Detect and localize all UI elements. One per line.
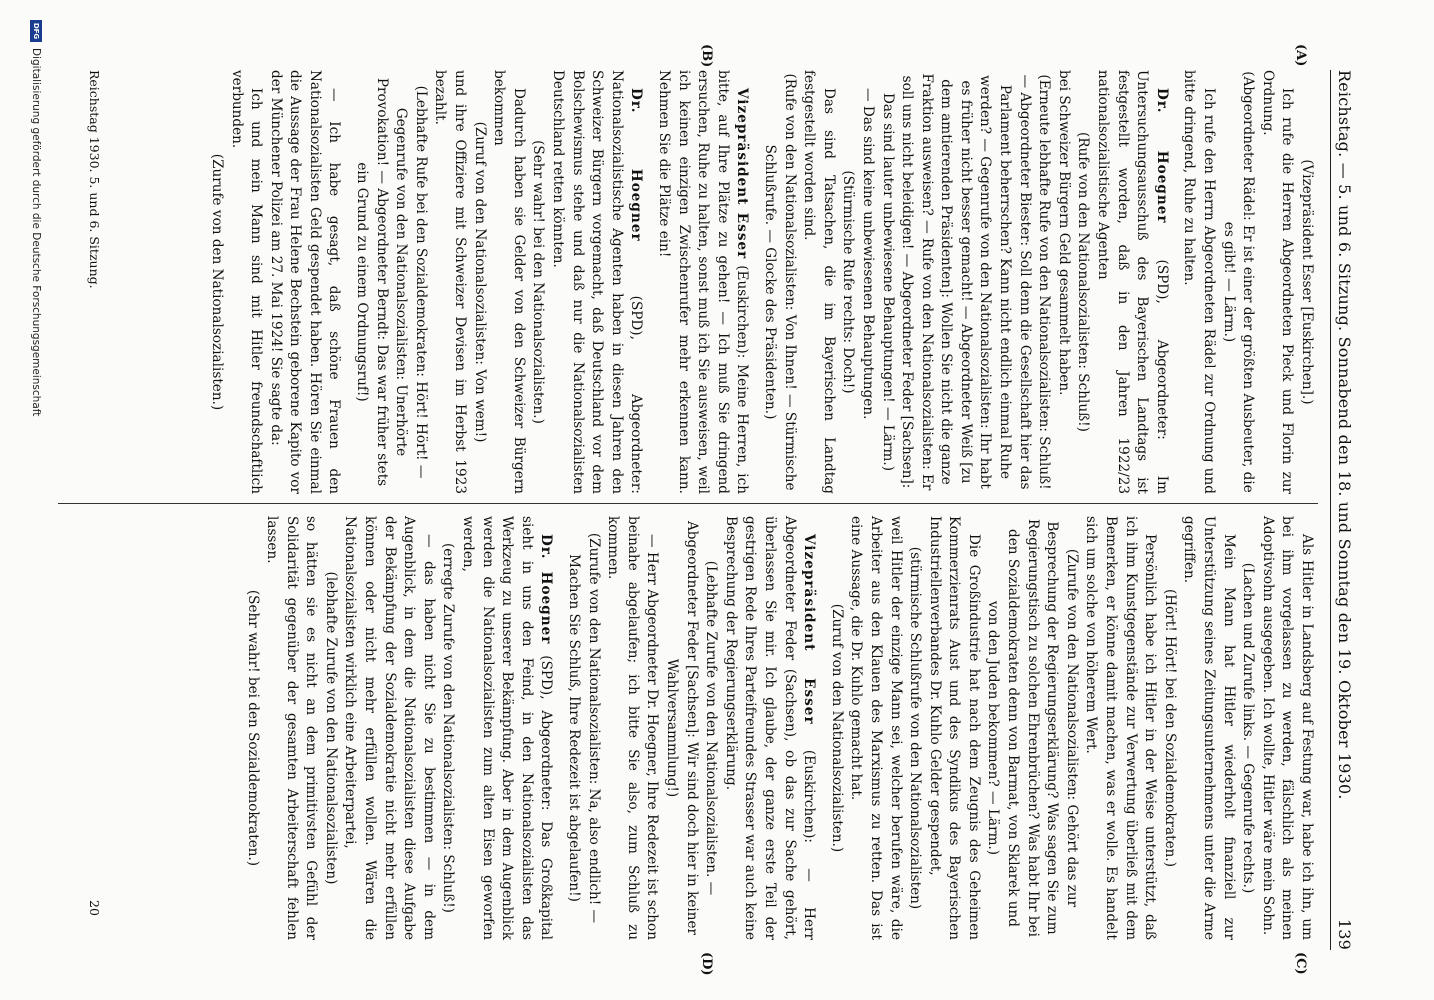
paragraph: — Das sind keine unbewiesenen Behauptungen.	[859, 88, 876, 420]
interjection: (Lebhafte Zurufe von den Nationalsozialisten. — Abgeordneter Feder [Sachsen]: Wir sind doch hier in keiner Wahlversammlung!)	[664, 520, 720, 936]
dfg-logo-icon: DFG	[30, 20, 42, 42]
speech-text: (Euskirchen): Meine Herren, ich bitte, auf Ihre Plätze zu gehen! — Ich muß Sie dringend ersuchen, Ruhe zu halten, sonst muß ich Sie ausweisen, weil ich keinen einzigen Zwischenrufer mehr erkennen kann. Nehmen Sie die Plätze ein!	[656, 70, 751, 494]
speech-paragraph	[653, 70, 751, 494]
interjection: (Erneute lebhafte Rufe von den Nationalsozialisten: Schluß! — Abgeordneter Biester: Soll denn die Gesellschaft hier das Parlament beherrschen? Kann nicht endlich einmal Ruhe werden? — Gegenrufe von den Nationalsozialisten: Ihr habt es früher nicht besser gemacht! — Abgeordneter Weiß [zu dem amtierenden Präsidenten]: Wollen Sie nicht die ganze Fraktion ausweisen? — Rufe von den Nationalsozialisten: Er soll uns nicht beleidigen! — Abgeordneter Feder [Sachsen]: Das sind lauter unbewiesene Behauptungen! — Lärm.)	[879, 73, 1053, 491]
interjection: (Vizepräsident Esser [Euskirchen].)	[1299, 159, 1315, 405]
paragraph: — Ich habe gesagt, daß schöne Frauen den Nationalsozialisten Geld gespendet haben. Hören Sie einmal die Aussage der Frau Helene Bechstein geborene Kapito vor der Münchener Polizei am 27. Mai 1924! Sie sagte da:	[267, 70, 343, 494]
paragraph: Als Hitler in Landsberg auf Festung war, habe ich ihn, um bei ihm vorgelassen zu werden, fälschlich als meinen Adoptivsohn ausgegeben. Ich wollte, Hitler wäre mein Sohn.	[1259, 516, 1315, 940]
paragraph: Das sind Tatsachen, die im Bayerischen Landtag festgestellt worden sind.	[801, 70, 837, 494]
paragraph: weil Hitler der einzige Mann sei, welcher berufen wäre, die Arbeiter aus den Klauen des Marxismus zu retten. Das ist eine Aussage, die Dr. Kuhlo gemacht hat.	[848, 516, 904, 940]
paragraph-gap	[818, 516, 826, 940]
header-title: Reichstag. — 5. und 6. Sitzung. Sonnabend den 18. und Sonntag den 19. Oktober 1930.	[1335, 70, 1354, 800]
interjection: (Zuruf von den Nationalsozialisten: Von wem!)	[471, 121, 488, 443]
paragraph-gap	[751, 70, 759, 494]
interjection: (Rufe von den Nationalsozialisten: Von Ihnen! — Stürmische Schlußrufe. — Glocke des Präsidenten.)	[761, 73, 798, 491]
speech-text: (SPD), Abgeordneter: Das Großkapital sieht in uns den Feind, in den Nationalsozialisten das Werkzeug zu unserer Bekämpfung. Aber in dem Augenblick werden die Nationalsozialisten zum alten Eisen geworfen werden,	[460, 516, 555, 940]
interjection: (Abgeordneter Rädel: Er ist einer der größten Ausbeuter, die es gibt! — Lärm.)	[1220, 71, 1257, 493]
paragraph: so hätten sie es nicht an dem primitivsten Gefühl der Solidarität gegenüber der gesamten Arbeiterschaft fehlen lassen.	[264, 516, 320, 940]
footer-page-small: 20	[87, 900, 102, 916]
paragraph: Die Großindustrie hat nach dem Zeugnis des Geheimen Kommerzienrats Aust und des Syndikus des Bayerischen Industriellenverbandes Dr. Kuhlo Gelder gespendet,	[926, 516, 982, 940]
paragraph: Ich rufe den Herrn Abgeordneten Rädel zur Ordnung und bitte dringend, Ruhe zu halten.	[1181, 70, 1218, 494]
margin-mark-d: (D)	[699, 952, 714, 976]
speech-text: (SPD), Abgeordneter: Im Untersuchungsausschuß des Bayerischen Landtags ist festgestellt worden, daß in den Jahren 1922/23 nationalsozialistische Agenten	[1095, 70, 1170, 494]
credit-text: Digitalisierung gefördert durch die Deutsche Forschungsgemeinschaft	[30, 48, 42, 417]
interjection: (Sehr wahr! bei den Nationalsozialisten.)	[530, 140, 547, 424]
speaker-name: Vizepräsident Esser	[801, 534, 818, 725]
speech-text: (Euskirchen): — Herr Abgeordneter Feder (Sachsen), ob das zur Sache gehört, überlassen Sie mir. Ich glaube, der ganze erste Teil der gestrigen Rede Ihres Parteifreundes Strasser war auch keine Besprechung der Regierungserklärung.	[722, 516, 818, 940]
left-column	[206, 70, 1316, 494]
interjection: (lebhafte Zurufe von den Nationalsozialisten)	[322, 571, 339, 885]
speech-paragraph	[1092, 70, 1170, 494]
column-divider	[58, 503, 1318, 504]
paragraph: Ich und mein Mann sind mit Hitler freundschaftlich verbunden.	[228, 70, 265, 494]
paragraph-gap	[344, 70, 352, 494]
paragraph: Persönlich habe ich Hitler in der Weise unterstützt, daß ich ihm Kunstgegenstände zur Verwertung überließ mit dem Bemerken, er könne damit machen, was er wolle. Es handelt sich um solche von höherem Wert.	[1083, 516, 1159, 940]
speaker-name: Dr. Hoegner	[538, 534, 555, 645]
paragraph-gap	[1171, 70, 1179, 494]
interjection: (erregte Zurufe von den Nationalsozialisten: Schluß!)	[440, 543, 457, 913]
footer-session: Reichstag 1930. 5. und 6. Sitzung.	[87, 70, 102, 289]
interjection: (Rufe von den Nationalsozialisten: Schluß!)	[1075, 132, 1092, 432]
interjection: (Zuruf von den Nationalsozialisten.)	[828, 603, 845, 853]
speaker-name: Vizepräsident Esser	[734, 88, 751, 260]
paragraph: Dadurch haben sie Gelder von den Schweizer Bürgern bekommen	[491, 70, 527, 494]
interjection: (Stürmische Rufe rechts: Doch!)	[840, 170, 857, 394]
speech-paragraph	[720, 516, 818, 940]
interjection: (Sehr wahr! bei den Sozialdemokraten.)	[244, 589, 261, 867]
margin-mark-a: (A)	[1293, 44, 1308, 67]
interjection: (Lachen und Zurufe links. — Gegenrufe rechts.)	[1240, 562, 1257, 894]
paragraph-gap	[555, 516, 563, 940]
interjection: (Zurufe von den Nationalsozialisten: Na, also endlich! — Machen Sie Schluß, Ihre Redezeit ist abgelaufen!)	[566, 532, 602, 924]
paragraph: Ich rufe die Herren Abgeordneten Pieck und Florin zur Ordnung.	[1259, 70, 1296, 494]
speech-text: (SPD), Abgeordneter: Nationalsozialistische Agenten haben in diesen Jahren den Schweizer Bürgern vorgemacht, daß Deutschland vor dem Bolschewismus stehe und daß nur die Nationalsozialisten Deutschland retten könnten.	[550, 70, 645, 494]
paragraph: — Herr Abgeordneter Dr. Hoegner, Ihre Redezeit ist schon beinahe abgelaufen; ich bitte Sie also, zum Schluß zu kommen.	[605, 516, 661, 940]
speaker-name: Dr. Hoegner	[1153, 88, 1170, 224]
paragraph: — das haben nicht Sie zu bestimmen — in dem Augenblick, in dem die Nationalsozialisten diese Aufgabe der Bekämpfung der Sozialdemokratie nicht mehr erfüllen können oder nicht mehr erfüllen wollen. Wären die Nationalsozialisten wirklich eine Arbeiterpartei,	[342, 516, 437, 940]
speech-paragraph	[457, 516, 555, 940]
margin-mark-c: (C)	[1293, 952, 1308, 975]
interjection: (stürmische Schlußrufe von den Nationalsozialisten)	[907, 546, 924, 910]
right-column	[242, 516, 1316, 940]
paragraph: bei Schweizer Bürgern Geld gesammelt haben.	[1055, 70, 1072, 396]
paragraph-gap	[645, 70, 653, 494]
margin-mark-b: (B)	[699, 44, 714, 68]
paragraph: Mein Mann hat Hitler wiederholt finanziell zur Unterstützung seines Zeitungsunternehmens unter die Arme gegriffen.	[1181, 516, 1237, 940]
interjection: (Lebhafte Rufe bei den Sozialdemokraten: Hört! Hört! — Gegenrufe von den Nationalsozialisten: Unerhörte Provokation! — Abgeordneter Berndt: Das war früher stets ein Grund zu einem Ordnungsruf!)	[354, 77, 429, 487]
interjection: (Zurufe von den Nationalsozialisten: Gehört das zur Besprechung der Regierungserklärung? Was sagen Sie zum Regierungstisch zu solchen Ehrenbrüchen? Was habt Ihr bei den Sozialdemokraten denn von Barmat, von Sklarek und von den Juden bekommen? — Lärm.)	[985, 518, 1080, 938]
speaker-name: Dr. Hoegner	[628, 88, 645, 242]
interjection: (Zurufe von den Nationalsozialisten.)	[208, 153, 225, 411]
interjection: (Hört! Hört! bei den Sozialdemokraten.)	[1161, 588, 1178, 868]
page-header	[1330, 70, 1354, 950]
page-number: 139	[1335, 918, 1354, 950]
paragraph: und ihre Offiziere mit Schweizer Devisen im Herbst 1923 bezahlt.	[432, 70, 469, 494]
digitization-credit	[30, 20, 42, 416]
speech-paragraph	[547, 70, 645, 494]
